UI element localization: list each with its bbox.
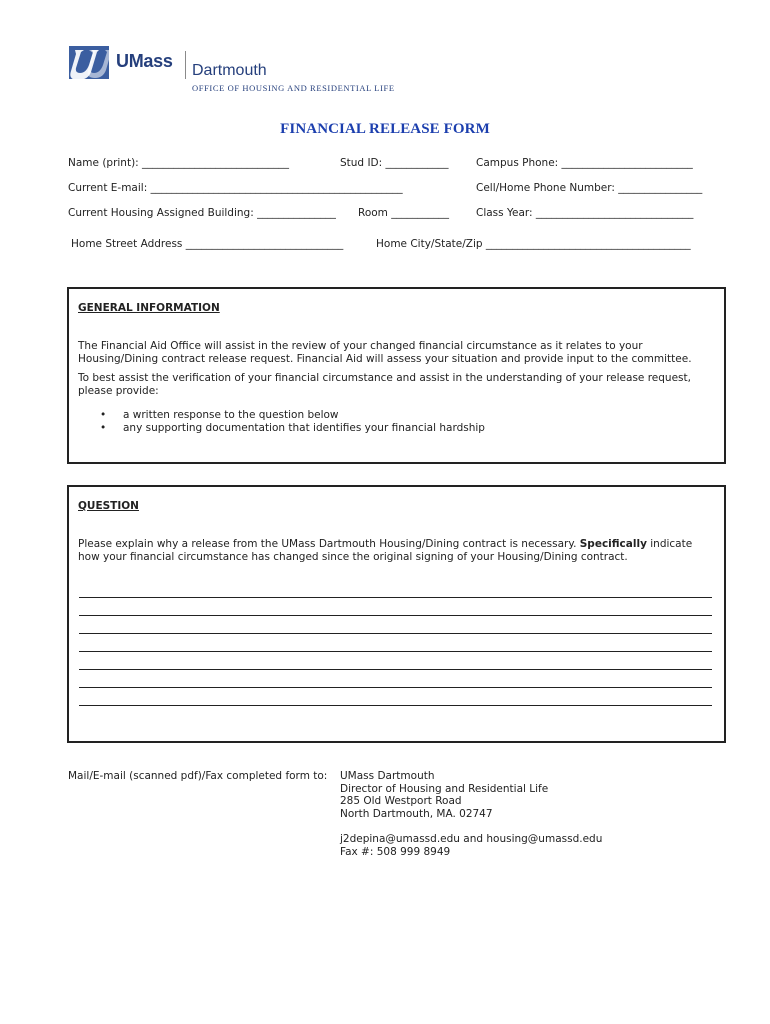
housing-building-field[interactable]: Current Housing Assigned Building: _______________ [68, 207, 336, 219]
address-line: 285 Old Westport Road [340, 795, 462, 808]
umass-logo-mark [69, 46, 109, 79]
form-title: FINANCIAL RELEASE FORM [280, 121, 490, 137]
mailing-address [340, 770, 548, 820]
list-item [78, 422, 708, 435]
general-info-heading: GENERAL INFORMATION [78, 302, 220, 314]
question-text [78, 538, 714, 564]
room-field[interactable]: Room ___________ [358, 207, 449, 219]
answer-line[interactable] [79, 651, 712, 652]
stud-id-field[interactable]: Stud ID: ____________ [340, 157, 449, 169]
question-text-end: indicate how your financial circumstance has changed since the original signing of your Housing/Dining contract. [78, 538, 693, 563]
logo-office-text: OFFICE OF HOUSING AND RESIDENTIAL LIFE [192, 83, 395, 93]
campus-phone-field[interactable]: Campus Phone: _________________________ [476, 157, 693, 169]
name-field[interactable]: Name (print): ____________________________ [68, 157, 290, 169]
answer-line[interactable] [79, 705, 712, 706]
answer-line[interactable] [79, 615, 712, 616]
logo-divider [185, 51, 186, 79]
answer-line[interactable] [79, 687, 712, 688]
question-heading: QUESTION [78, 500, 139, 512]
contact-emails[interactable]: j2depina@umassd.edu and housing@umassd.edu [340, 833, 603, 845]
question-text-emphasis: Specifically [579, 538, 647, 550]
home-city-field[interactable]: Home City/State/Zip _______________________________________ [376, 238, 691, 250]
logo-umass-text: UMass [116, 51, 173, 71]
question-text-start: Please explain why a release from the UMass Dartmouth Housing/Dining contract is necessary. [78, 538, 580, 550]
cell-phone-field[interactable]: Cell/Home Phone Number: ________________ [476, 182, 703, 194]
bullet-icon: • [100, 422, 107, 434]
fax-number: Fax #: 508 999 8949 [340, 845, 451, 858]
email-field[interactable]: Current E-mail: ________________________________________________ [68, 182, 403, 194]
list-item-text: a written response to the question below [123, 409, 339, 421]
bullet-icon: • [100, 409, 107, 421]
general-info-paragraph-2: To best assist the verification of your financial circumstance and assist in the understanding of your release request, please provide: [78, 372, 691, 397]
address-line: UMass Dartmouth [340, 770, 435, 782]
home-address-field[interactable]: Home Street Address ______________________________ [71, 238, 344, 250]
address-line: North Dartmouth, MA. 02747 [340, 807, 493, 820]
contact-info [340, 833, 602, 858]
address-line: Director of Housing and Residential Life [340, 782, 549, 795]
answer-line[interactable] [79, 669, 712, 670]
list-item [78, 409, 708, 422]
supporting-items-list [78, 409, 708, 435]
answer-line[interactable] [79, 597, 712, 598]
answer-line[interactable] [79, 633, 712, 634]
mail-instructions-label: Mail/E-mail (scanned pdf)/Fax completed form to: [68, 770, 328, 782]
general-info-box [67, 287, 726, 464]
class-year-field[interactable]: Class Year: ______________________________ [476, 207, 694, 219]
list-item-text: any supporting documentation that identifies your financial hardship [123, 422, 485, 434]
logo-campus-text: Dartmouth [192, 62, 267, 79]
general-info-paragraph-1: The Financial Aid Office will assist in the review of your changed financial circumstance as it relates to your Housing/Dining contract release request. Financial Aid will assess your situation and provide input to the committee. [78, 340, 692, 365]
